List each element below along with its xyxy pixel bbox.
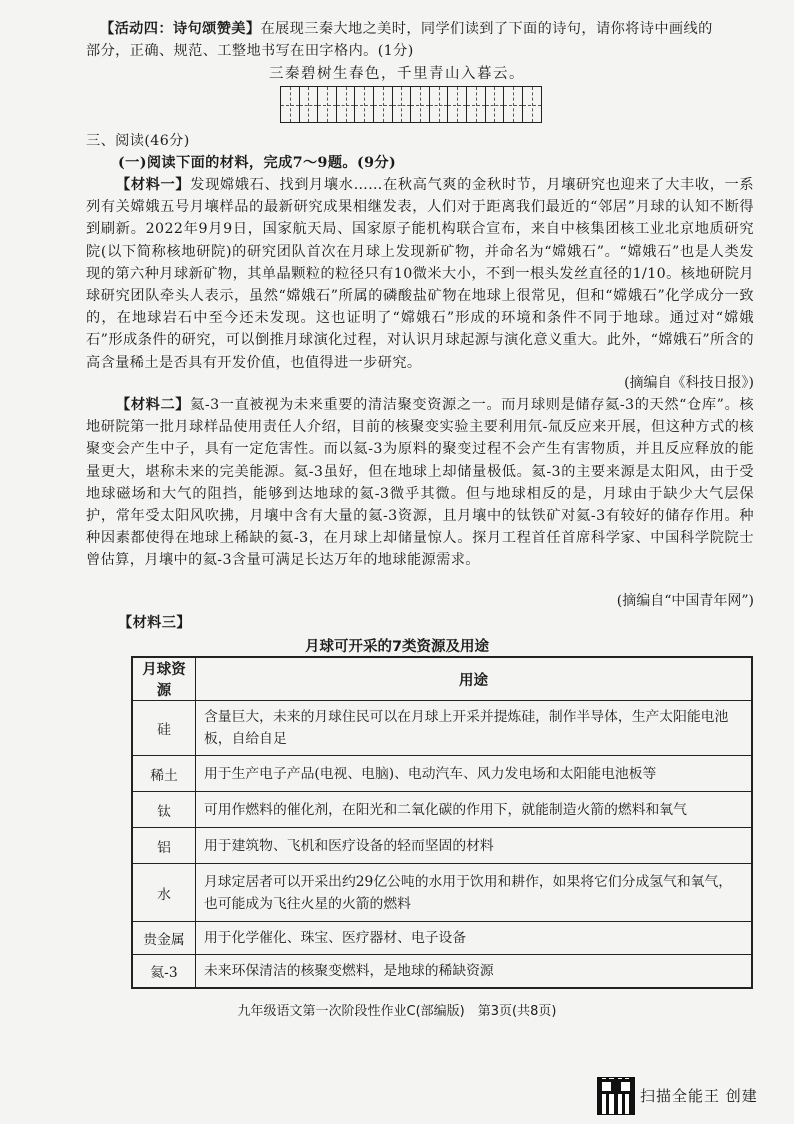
table-row: [132, 864, 752, 922]
material3-label: 【材料三】: [118, 615, 191, 631]
resource-name: 氦-3: [132, 955, 196, 989]
grid-cell[interactable]: [504, 87, 523, 122]
resources-table: [131, 656, 753, 989]
material1: [86, 174, 754, 374]
resource-use: 未来环保清洁的核聚变燃料，是地球的稀缺资源: [196, 955, 753, 989]
table-row: [132, 955, 752, 989]
resource-use: 用于生产电子产品(电视、电脑)、电动汽车、风力发电场和太阳能电池板等: [196, 756, 753, 792]
poem-line: 三秦碧树生春色，千里青山入暮云。: [269, 66, 525, 82]
header-usage: 用途: [196, 657, 753, 701]
section3-sub: (一)阅读下面的材料，完成7～9题。(9分): [118, 155, 397, 171]
material1-source: (摘编自《科技日报》): [624, 375, 754, 391]
grid-cell[interactable]: [281, 87, 300, 122]
grid-cell[interactable]: [411, 87, 430, 122]
section3-heading: 三、阅读(46分): [86, 133, 190, 149]
activity4-line2-row: [86, 40, 754, 62]
resource-name: 稀土: [132, 756, 196, 792]
resource-name: 铝: [132, 828, 196, 864]
table-row: [132, 701, 752, 756]
grid-cell[interactable]: [467, 87, 486, 122]
table-header-row: [132, 657, 752, 701]
material2-text: 氦-3一直被视为未来重要的清洁聚变资源之一。而月球则是储存氦-3的天然“仓库”。核地研院第一批月球样品使用责任人介绍，目前的核聚变实验主要利用氘-氚反应来开展，但这种方式的核聚变会产生中子，具有一定危害性。而以氦-3为原料的聚变过程不会产生有害物质，并且反应释放的能量更大，堪称未来的完美能源。氦-3虽好，但在地球上却储量极低。氦-3的主要来源是太阳风，由于受地球磁场和大气的阻挡，能够到达地球的氦-3微乎其微。但与地球相反的是，月球由于缺少大气层保护，常年受太阳风吹拂，月壤中含有大量的氦-3资源，且月壤中的钛铁矿对氦-3有较好的储存作用。种种因素都使得在地球上稀缺的氦-3，在月球上却储量惊人。探月工程首任首席科学家、中国科学院院士曾估算，月壤中的氦-3含量可满足长达万年的地球能源需求。: [86, 397, 754, 569]
grid-cell[interactable]: [523, 87, 542, 122]
table-row: [132, 792, 752, 828]
activity4-line1: 在展现三秦大地之美时，同学们读到了下面的诗句，请你将诗中画线的: [260, 21, 713, 37]
table-row: [132, 828, 752, 864]
grid-cell[interactable]: [318, 87, 337, 122]
scanner-watermark: 扫描全能王 创建: [640, 1087, 758, 1105]
grid-cell[interactable]: [300, 87, 319, 122]
table-title: 月球可开采的7类资源及用途: [304, 639, 490, 655]
resource-name: 水: [132, 864, 196, 922]
grid-cell[interactable]: [355, 87, 374, 122]
material1-text: 发现嫦娥石、找到月壤水……在秋高气爽的金秋时节，月壤研究也迎来了大丰收，一系列有关嫦娥五号月壤样品的最新研究成果相继发表，人们对于距离我们最近的“邻居”月球的认知不断得到刷新。2022年9月9日，国家航天局、国家原子能机构联合宣布，来自中核集团核工业北京地质研究院(以下简称核地研院)的研究团队首次在月球上发现新矿物，并命名为“嫦娥石”。“嫦娥石”也是人类发现的第六种月球新矿物，其单晶颗粒的粒径只有10微米大小，不到一根头发丝直径的1/10。核地研院月球研究团队牵头人表示，虽然“嫦娥石”所属的磷酸盐矿物在地球上很常见，但和“嫦娥石”化学成分一致的，在地球岩石中至今还未发现。这也证明了“嫦娥石”形成的环境和条件不同于地球。通过对“嫦娥石”形成条件的研究，可以倒推月球演化过程，对认识月球起源与演化意义重大。此外，“嫦娥石”所含的高含量稀土是否具有开发价值，也值得进一步研究。: [86, 177, 754, 371]
activity4-line2: 部分，正确、规范、工整地书写在田字格内。(1分): [86, 43, 414, 59]
qr-code-icon: [597, 1077, 635, 1115]
grid-cell[interactable]: [337, 87, 356, 122]
header-resource: 月球资源: [132, 657, 196, 701]
resource-use: 用于化学催化、珠宝、医疗器材、电子设备: [196, 922, 753, 955]
resource-name: 硅: [132, 701, 196, 756]
activity4-label: 【活动四：诗句颂赞美】: [100, 21, 261, 37]
grid-cell[interactable]: [393, 87, 412, 122]
writing-grid[interactable]: [280, 86, 542, 123]
material2-label: 【材料二】: [116, 397, 191, 413]
resource-use: 月球定居者可以开采出约29亿公吨的水用于饮用和耕作，如果将它们分成氢气和氧气，也可能成为飞往火星的火箭的燃料: [196, 864, 753, 922]
grid-cell[interactable]: [430, 87, 449, 122]
resource-use: 可用作燃料的催化剂，在阳光和二氧化碳的作用下，就能制造火箭的燃料和氧气: [196, 792, 753, 828]
resource-use: 含量巨大，未来的月球住民可以在月球上开采并提炼硅，制作半导体，生产太阳能电池板，自给自足: [196, 701, 753, 756]
activity4-instructions: [100, 18, 754, 40]
grid-cell[interactable]: [486, 87, 505, 122]
material2-source: (摘编自“中国青年网”): [616, 593, 754, 609]
material1-label: 【材料一】: [116, 177, 191, 193]
table-row: [132, 922, 752, 955]
page-footer: 九年级语文第一次阶段性作业C(部编版) 第3页(共8页): [237, 1004, 557, 1019]
resource-name: 钛: [132, 792, 196, 828]
table-row: [132, 756, 752, 792]
resource-name: 贵金属: [132, 922, 196, 955]
grid-cell[interactable]: [374, 87, 393, 122]
material2: [86, 394, 754, 572]
grid-cell[interactable]: [448, 87, 467, 122]
resource-use: 用于建筑物、飞机和医疗设备的轻而坚固的材料: [196, 828, 753, 864]
